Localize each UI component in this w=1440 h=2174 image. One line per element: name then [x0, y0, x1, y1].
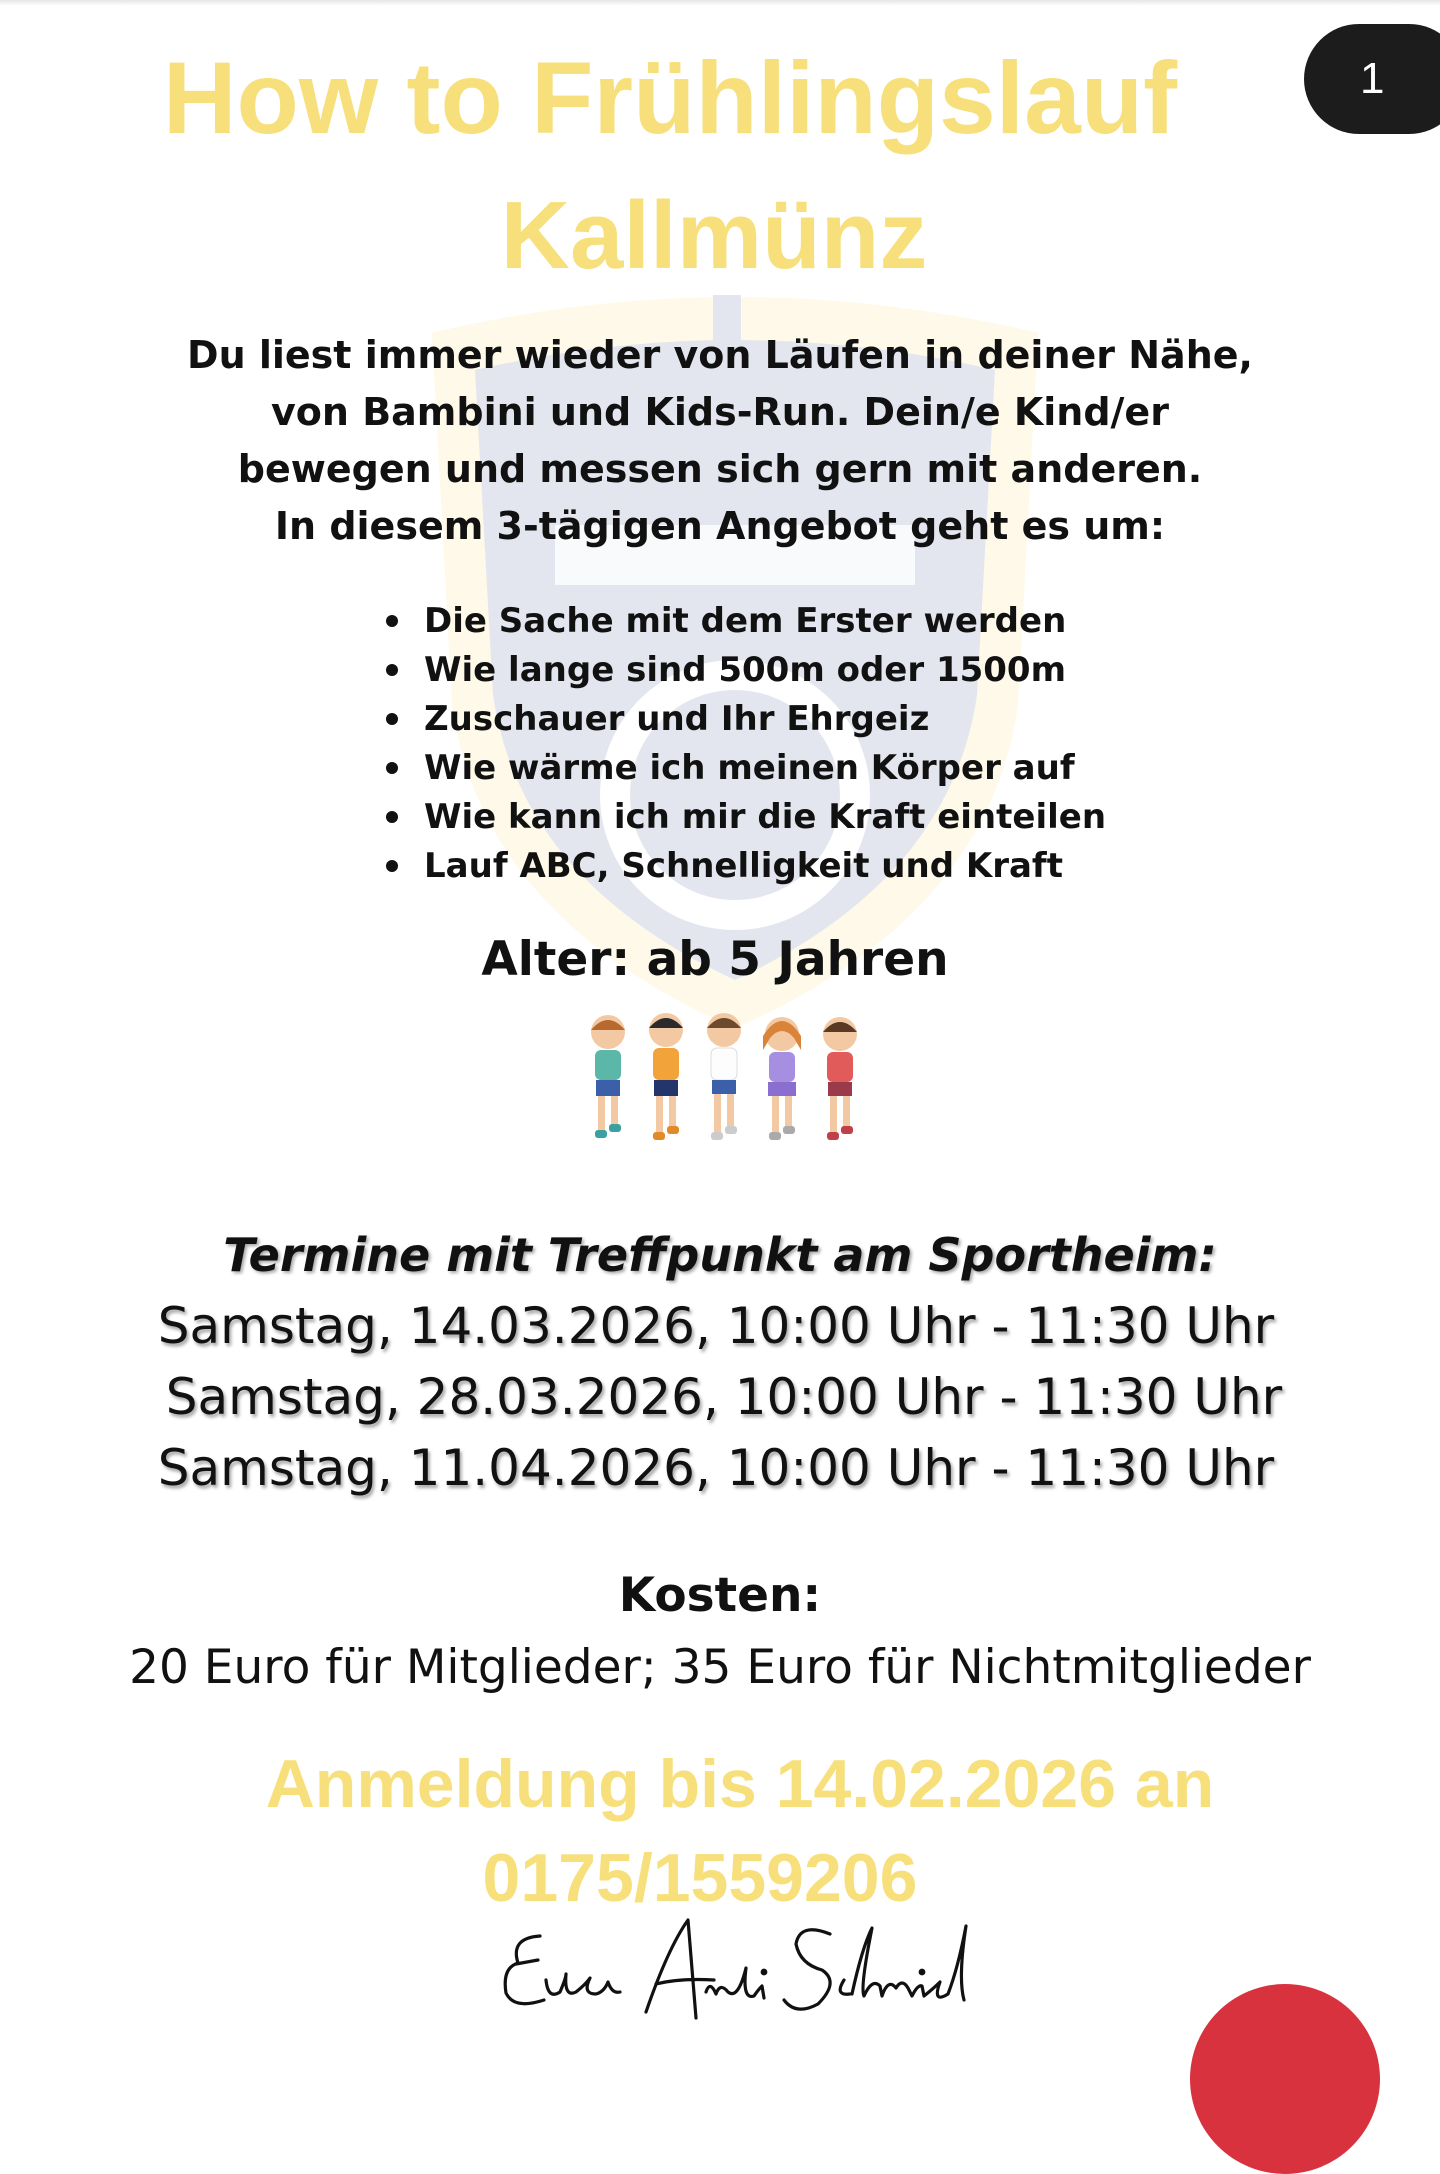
list-item — [378, 646, 1106, 695]
appointment-date: Samstag, 11.04.2026, 10:00 Uhr - 11:30 Uhr — [157, 1439, 1275, 1497]
topic-list — [378, 597, 1106, 891]
list-item — [378, 793, 1106, 842]
appointment-date: Samstag, 28.03.2026, 10:00 Uhr - 11:30 Uhr — [165, 1368, 1283, 1426]
bullet-icon — [386, 713, 398, 725]
floating-action-button[interactable] — [1190, 1984, 1380, 2174]
bullet-icon — [386, 860, 398, 872]
list-item-text: Wie kann ich mir die Kraft einteilen — [424, 797, 1107, 837]
list-item-text: Lauf ABC, Schnelligkeit und Kraft — [424, 846, 1063, 886]
bullet-icon — [386, 664, 398, 676]
intro-line: von Bambini und Kids-Run. Dein/e Kind/er — [271, 390, 1169, 434]
intro-line: Du liest immer wieder von Läufen in deiner Nähe, — [187, 333, 1253, 377]
handwritten-signature — [500, 1908, 1000, 2026]
list-item — [378, 695, 1106, 744]
list-item — [378, 744, 1106, 793]
title-line-2: Kallmünz — [500, 182, 928, 289]
registration-line-1: Anmeldung bis 14.02.2026 an — [265, 1746, 1215, 1822]
list-item — [378, 597, 1106, 646]
appointments-heading: Termine mit Treffpunkt am Sportheim: — [223, 1228, 1217, 1282]
intro-text — [160, 327, 1280, 555]
list-item — [378, 842, 1106, 891]
intro-line: bewegen und messen sich gern mit anderen. — [237, 447, 1203, 491]
page-number: 1 — [1360, 54, 1385, 103]
cost-heading: Kosten: — [618, 1568, 822, 1623]
top-edge-shadow — [0, 0, 1440, 6]
cost-text: 20 Euro für Mitglieder; 35 Euro für Nichtmitglieder — [129, 1640, 1311, 1695]
running-kids-illustration-icon — [578, 1010, 868, 1160]
list-item-text: Wie wärme ich meinen Körper auf — [424, 748, 1075, 788]
title-line-1: How to Frühlingslauf — [162, 41, 1178, 155]
list-item-text: Wie lange sind 500m oder 1500m — [424, 650, 1067, 690]
intro-line: In diesem 3-tägigen Angebot geht es um: — [274, 504, 1166, 548]
bullet-icon — [386, 811, 398, 823]
bullet-icon — [386, 615, 398, 627]
list-item-text: Die Sache mit dem Erster werden — [424, 601, 1067, 641]
list-item-text: Zuschauer und Ihr Ehrgeiz — [424, 699, 930, 739]
bullet-icon — [386, 762, 398, 774]
appointment-date: Samstag, 14.03.2026, 10:00 Uhr - 11:30 Uhr — [157, 1297, 1275, 1355]
registration-phone: 0175/1559206 — [482, 1840, 918, 1916]
age-info: Alter: ab 5 Jahren — [481, 932, 949, 987]
